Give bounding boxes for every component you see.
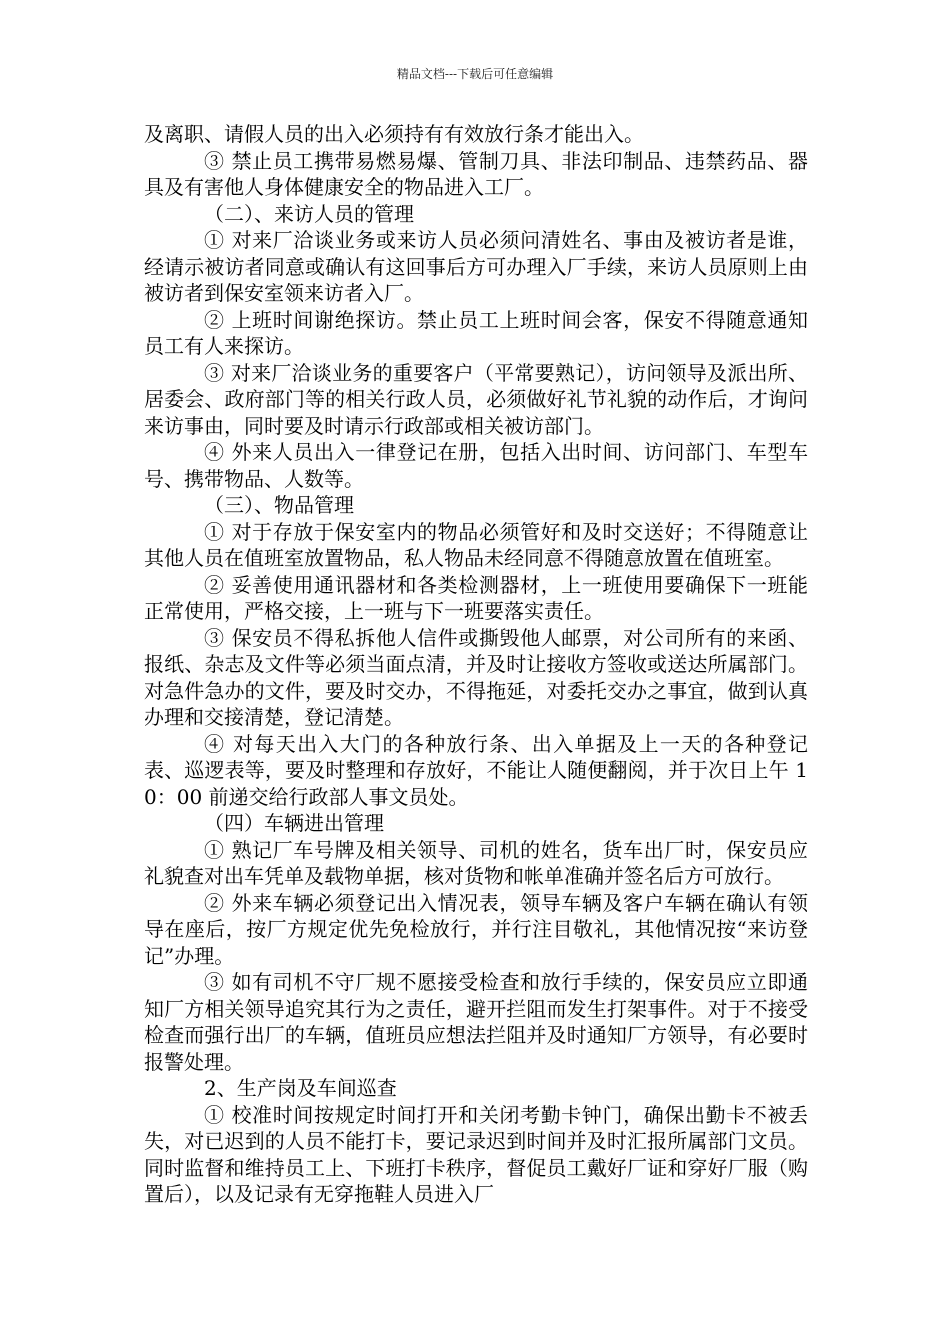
section-heading: （二）、来访人员的管理 <box>204 201 414 226</box>
paragraph-item: ② 上班时间谢绝探访。禁止员工上班时间会客，保安不得随意通知员工有人来探访。 <box>144 307 808 358</box>
paragraph-item: ② 外来车辆必须登记出入情况表，领导车辆及客户车辆在确认有领导在座后，按厂方规定优先免检放行，并行注目敬礼，其他情况按“来访登记”办理。 <box>144 890 808 968</box>
paragraph-item: ③ 禁止员工携带易燃易爆、管制刀具、非法印制品、违禁药品、器具及有害他人身体健康安全的物品进入工厂。 <box>144 148 808 199</box>
paragraph-item: ② 妥善使用通讯器材和各类检测器材，上一班使用要确保下一班能正常使用，严格交接，上一班与下一班要落实责任。 <box>144 572 808 623</box>
paragraph-item: ③ 保安员不得私拆他人信件或撕毁他人邮票，对公司所有的来函、报纸、杂志及文件等必须当面点清，并及时让接收方签收或送达所属部门。对急件急办的文件，要及时交办，不得拖延，对委托交办之事宜，做到认真办理和交接清楚，登记清楚。 <box>144 625 808 729</box>
paragraph-item: ① 对来厂洽谈业务或来访人员必须问清姓名、事由及被访者是谁，经请示被访者同意或确认有这回事后方可办理入厂手续，来访人员原则上由被访者到保安室领来访者入厂。 <box>144 228 808 305</box>
paragraph-item: ④ 对每天出入大门的各种放行条、出入单据及上一天的各种登记表、巡逻表等，要及时整理和存放好，不能让人随便翻阅，并于次日上午 10：00 前递交给行政部人事文员处。 <box>144 731 808 809</box>
section-heading: （三）、物品管理 <box>204 493 354 517</box>
paragraph-continuation: 及离职、请假人员的出入必须持有有效放行条才能出入。 <box>144 122 644 146</box>
section-heading: （四）车辆进出管理 <box>204 811 384 835</box>
paragraph-item: ① 对于存放于保安室内的物品必须管好和及时交送好；不得随意让其他人员在值班室放置物品，私人物品未经同意不得随意放置在值班室。 <box>144 519 808 570</box>
paragraph-item: ① 校准时间按规定时间打开和关闭考勤卡钟门，确保出勤卡不被丢失，对已迟到的人员不能打卡，要记录迟到时间并及时汇报所属部门文员。同时监督和维持员工上、下班打卡秩序，督促员工戴好厂证和穿好厂服（购置后），以及记录有无穿拖鞋人员进入厂 <box>144 1102 808 1206</box>
paragraph-item: ③ 如有司机不守厂规不愿接受检查和放行手续的，保安员应立即通知厂方相关领导追究其行为之责任，避开拦阻而发生打架事件。对于不接受检查而强行出厂的车辆，值班员应想法拦阻并及时通知厂方领导，有必要时报警处理。 <box>144 970 808 1074</box>
paragraph-item: ④ 外来人员出入一律登记在册，包括入出时间、访问部门、车型车号、携带物品、人数等。 <box>144 440 808 491</box>
page-header: 精品文档---下载后可任意编辑 <box>396 67 554 81</box>
paragraph-item: ③ 对来厂洽谈业务的重要客户（平常要熟记），访问领导及派出所、居委会、政府部门等的相关行政人员，必须做好礼节礼貌的动作后，才询问来访事由，同时要及时请示行政部或相关被访部门。 <box>144 360 808 438</box>
document-body <box>144 121 808 1208</box>
paragraph-item: ① 熟记厂车号牌及相关领导、司机的姓名，货车出厂时，保安员应礼貌查对出车凭单及载物单据，核对货物和帐单准确并签名后方可放行。 <box>144 837 808 888</box>
section-heading: 2、生产岗及车间巡查 <box>204 1076 397 1100</box>
